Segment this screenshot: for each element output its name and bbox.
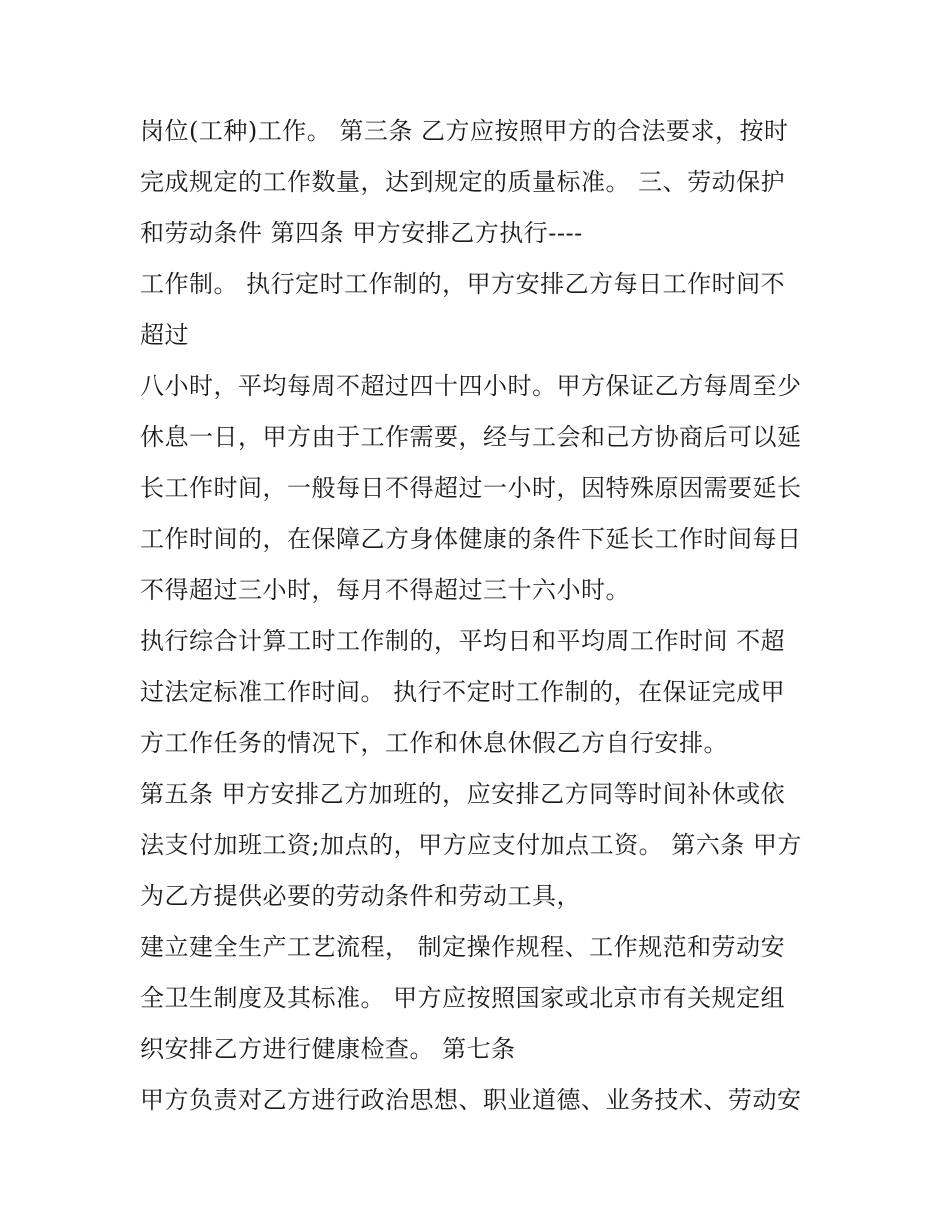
text-line: 长工作时间，一般每日不得超过一小时，因特殊原因需要延长 <box>140 474 802 502</box>
text-line: 织安排乙方进行健康检查。 第七条 <box>140 1035 516 1063</box>
text-line: 全卫生制度及其标准。 甲方应按照国家或北京市有关规定组 <box>140 984 786 1012</box>
text-line: 法支付加班工资;加点的，甲方应支付加点工资。 第六条 甲方 <box>140 831 802 859</box>
text-line: 甲方负责对乙方进行政治思想、职业道德、业务技术、劳动安 <box>140 1086 802 1114</box>
document-body <box>140 106 830 1126</box>
text-line: 超过 <box>140 321 189 349</box>
text-line: 不得超过三小时，每月不得超过三十六小时。 <box>140 576 630 604</box>
text-line: 八小时，平均每周不超过四十四小时。甲方保证乙方每周至少 <box>140 372 802 400</box>
text-line: 第五条 甲方安排乙方加班的，应安排乙方同等时间补休或依 <box>140 780 786 808</box>
text-line: 执行综合计算工时工作制的，平均日和平均周工作时间 不超 <box>140 627 786 655</box>
text-line: 完成规定的工作数量，达到规定的质量标准。 三、劳动保护 <box>140 168 786 196</box>
text-line: 方工作任务的情况下，工作和休息休假乙方自行安排。 <box>140 729 728 757</box>
text-line: 为乙方提供必要的劳动条件和劳动工具， <box>140 882 581 910</box>
text-line: 建立建全生产工艺流程， 制定操作规程、工作规范和劳动安 <box>140 933 786 961</box>
text-line: 工作制。 执行定时工作制的，甲方安排乙方每日工作时间不 <box>140 270 786 298</box>
text-line: 和劳动条件 第四条 甲方安排乙方执行---- <box>140 219 583 247</box>
text-line: 岗位(工种)工作。 第三条 乙方应按照甲方的合法要求，按时 <box>140 117 789 145</box>
text-line: 休息一日，甲方由于工作需要，经与工会和己方协商后可以延 <box>140 423 802 451</box>
text-line: 工作时间的，在保障乙方身体健康的条件下延长工作时间每日 <box>140 525 802 553</box>
text-line: 过法定标准工作时间。 执行不定时工作制的，在保证完成甲 <box>140 678 786 706</box>
